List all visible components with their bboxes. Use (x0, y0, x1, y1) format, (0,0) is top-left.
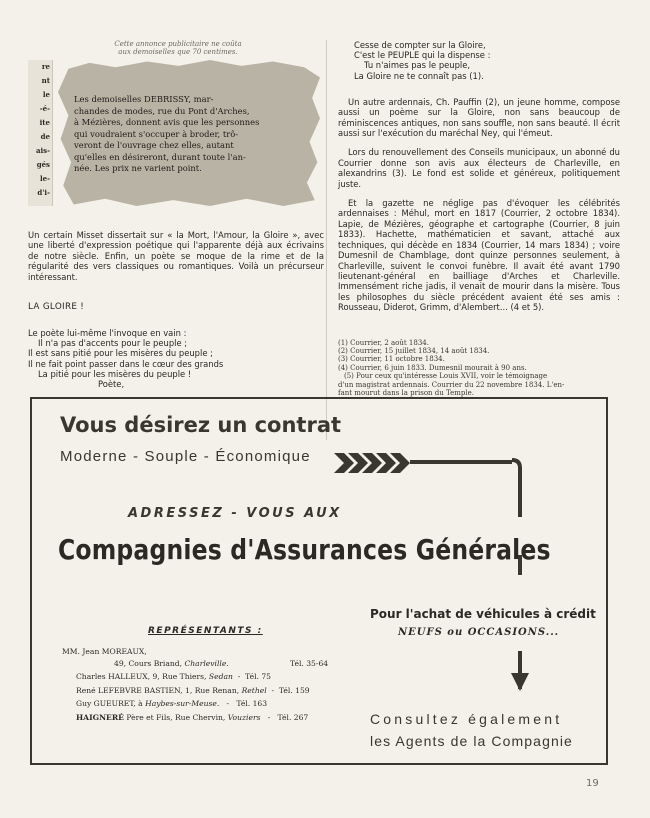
poem-right: Cesse de compter sur la Gloire, C'est le PEUPLE qui la dispense : Tu n'aimes pas le peuple, La Gloire ne te connaît pas (1). (354, 40, 491, 81)
ad-company-name: Compagnies d'Assurances Générales (58, 533, 551, 566)
right-column (338, 40, 620, 397)
column-divider (326, 40, 327, 440)
representative-name: MM. Jean MOREAUX, (62, 647, 147, 656)
ad-title: Vous désirez un contrat (60, 413, 342, 437)
clipping-margin-fragments: re nt le -é- ite de ais- gés le- d'i- (28, 60, 53, 206)
ad-subtitle: Moderne - Souple - Économique (60, 448, 311, 465)
representative-line: Guy GUEURET, à Haybes-sur-Meuse. - Tél. 163 (76, 699, 268, 708)
representative-line: René LEFEBVRE BASTIEN, 1, Rue Renan, Rethel - Tél. 159 (76, 686, 310, 695)
representative-line: HAIGNERÉ Père et Fils, Rue Chervin, Vouziers - Tél. 267 (76, 713, 309, 722)
ad-neufs-occasions: NEUFS ou OCCASIONS... (398, 627, 560, 638)
ad-representants-label: REPRÉSENTANTS : (148, 626, 263, 636)
clipping-text: Les demoiselles DEBRISSY, mar- chandes de modes, rue du Pont d'Arches, à Mézières, donnent avis que les personnes qui voudraient s'occuper à broder, trô- veront de l'ouvrage chez elles, autant qu'elles en désireront, durant toute l'an- née. Les prix ne varient point. (74, 94, 260, 173)
newspaper-clipping (28, 60, 324, 210)
ad-agents: les Agents de la Compagnie (370, 733, 573, 749)
arrow-graphic (332, 447, 592, 747)
insurance-advertisement (30, 397, 608, 765)
representative-address: 49, Cours Briand, Charleville. (114, 659, 229, 668)
celebrites-paragraph: Et la gazette ne néglige pas d'évoquer les célébrités ardennaises : Méhul, mort en 1817 (Courrier, 2 octobre 1834). Lapie, de Mézières, géographe et cartographe (Courrier, 8 juin 1833). Hachette, mathématicien et savant, attaché aux techniques, qui décède en 1834 (Courrier, 14 mars 1834) ; voire Dumesnil de Chamblage, dont quinze personnes seulement, à Charleville, suivent le convoi funèbre. Il avait été avant 1790 lieutenant-général en bailliage d'Arches et Charleville. Immensément riche jadis, il venait de mourir dans la misère. Tous les philosophes du siècle précédent avaient été ses amis : Rousseau, Diderot, Grimm, d'Alembert... (4 et 5). (338, 198, 620, 313)
ad-adressez: ADRESSEZ - VOUS AUX (128, 506, 342, 521)
misset-paragraph: Un certain Misset dissertait sur « la Mort, l'Amour, la Gloire », avec une liberté d'expression poétique qui l'apparente déjà aux écrivains de notre siècle. Enfin, un poète se moque de la rime et de la régularité des vers classiques ou romantiques. Voilà un précurseur intéressant. (28, 230, 324, 282)
representative-line: Charles HALLEUX, 9, Rue Thiers, Sedan - Tél. 75 (76, 672, 272, 681)
footnotes: (1) Courrier, 2 août 1834. (2) Courrier, 15 juillet 1834, 14 août 1834. (3) Courrier, 11 octobre 1834. (4) Courrier, 6 juin 1833. Dumesnil mourait à 90 ans. (5) Pour ceux qu'intéresse Louis XVII, voir le témoignage d'un magistrat ardennais. Courrier du 22 novembre 1834. L'en- fant mourut dans la prison du Temple. (338, 338, 565, 397)
poem-left: Le poète lui-même l'invoque en vain : Il n'a pas d'accents pour le peuple ; Il est sans pitié pour les misères du peuple ; Il ne fait point passer dans le cœur des grands La pitié pour les misères du peuple ! Poète, (28, 328, 224, 390)
pauffin-paragraph: Un autre ardennais, Ch. Pauffin (2), un jeune homme, compose aussi un poème sur la Gloire, non sans beaucoup de réminiscences antiques, non sans souffle, non sans beauté. Il écrit aussi sur l'exécution du maréchal Ney, qui l'émeut. (338, 96, 620, 139)
ad-achat-credit: Pour l'achat de véhicules à crédit (370, 607, 596, 621)
clipping-caption: Cette annonce publicitaire ne coûta aux demoiselles que 70 centimes. (114, 40, 242, 56)
la-gloire-heading: LA GLOIRE ! (28, 302, 85, 313)
page-number: 19 (586, 778, 599, 789)
left-column (28, 40, 324, 389)
conseils-paragraph: Lors du renouvellement des Conseils municipaux, un abonné du Courrier donne son avis aux électeurs de Charleville, en alexandrins (3). Le fond est solide et généreux, politiquement juste. (338, 147, 620, 189)
ad-consultez: Consultez également (370, 711, 563, 727)
representative-tel: Tél. 35-64 (290, 659, 329, 668)
